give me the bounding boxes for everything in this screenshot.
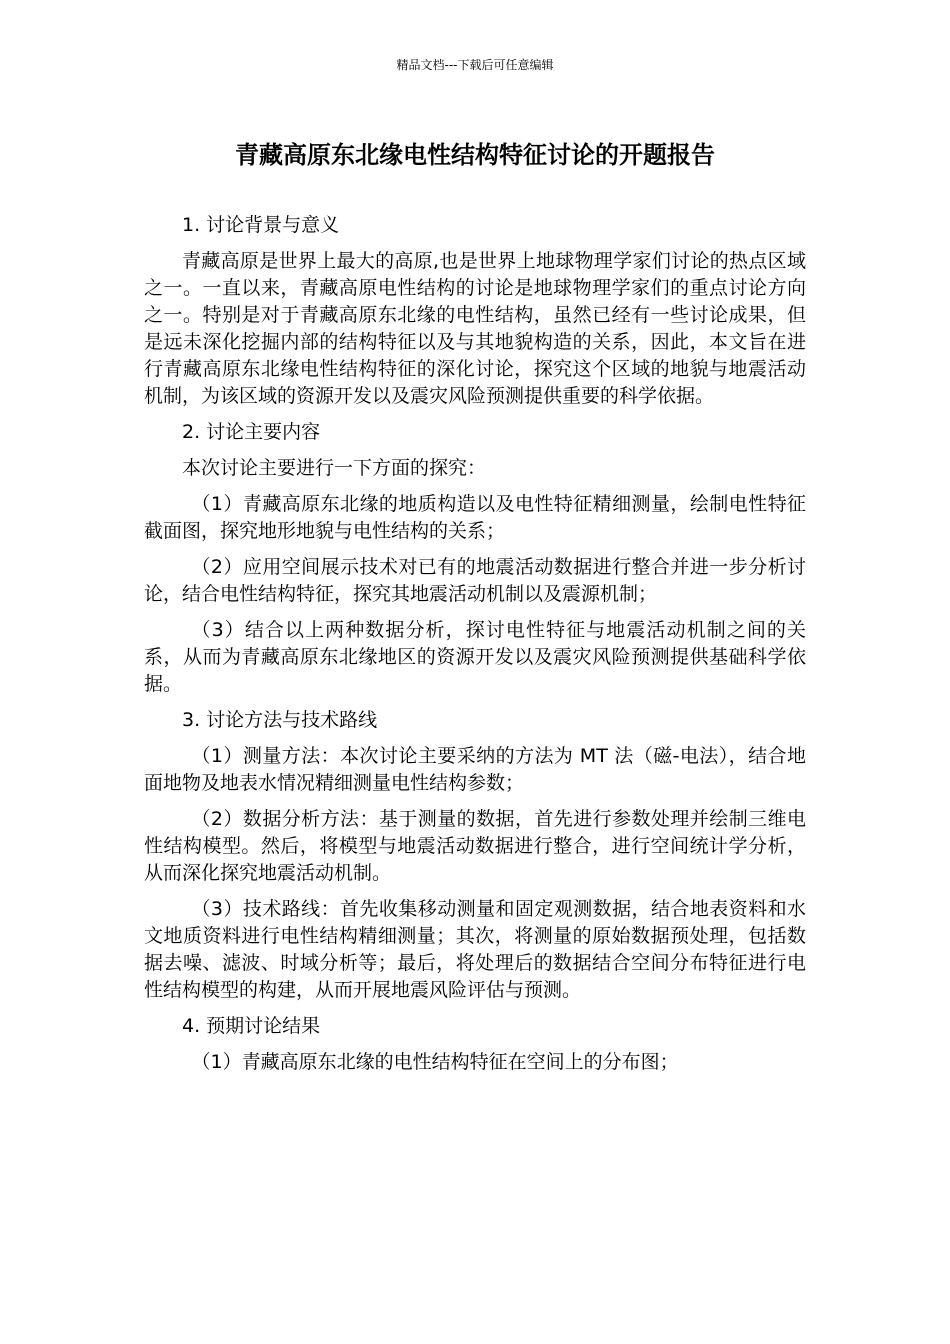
section-heading-main-content: 2. 讨论主要内容	[182, 421, 321, 443]
expected-results-item-1: （1）青藏高原东北缘的电性结构特征在空间上的分布图；	[191, 1051, 679, 1073]
section-heading-background: 1. 讨论背景与意义	[182, 214, 340, 236]
main-content-intro: 本次讨论主要进行一下方面的探究：	[182, 457, 487, 479]
main-content-item-1: （1）青藏高原东北缘的地质构造以及电性特征精细测量，绘制电性特征截面图，探究地形地貌与电性结构的关系；	[144, 493, 806, 542]
document-title: 青藏高原东北缘电性结构特征讨论的开题报告	[235, 141, 715, 169]
methods-item-1: （1）测量方法：本次讨论主要采纳的方法为 MT 法（磁-电法），结合地面地物及地表水情况精细测量电性结构参数；	[144, 745, 806, 794]
main-content-item-3: （3）结合以上两种数据分析，探讨电性特征与地震活动机制之间的关系，从而为青藏高原东北缘地区的资源开发以及震灾风险预测提供基础科学依据。	[144, 619, 806, 695]
methods-item-3: （3）技术路线：首先收集移动测量和固定观测数据，结合地表资料和水文地质资料进行电性结构精细测量；其次，将测量的原始数据预处理，包括数据去噪、滤波、时域分析等；最后，将处理后的数据结合空间分布特征进行电性结构模型的构建，从而开展地震风险评估与预测。	[144, 898, 806, 1001]
main-content-item-2: （2）应用空间展示技术对已有的地震活动数据进行整合并进一步分析讨论，结合电性结构特征，探究其地震活动机制以及震源机制；	[144, 556, 806, 605]
section-heading-expected-results: 4. 预期讨论结果	[182, 1015, 321, 1037]
section-heading-methods: 3. 讨论方法与技术路线	[182, 709, 378, 731]
document-body	[144, 212, 806, 1085]
background-paragraph: 青藏高原是世界上最大的高原,也是世界上地球物理学家们讨论的热点区域之一。一直以来，青藏高原电性结构的讨论是地球物理学家们的重点讨论方向之一。特别是对于青藏高原东北缘的电性结构，虽然已经有一些讨论成果，但是远未深化挖掘内部的结构特征以及与其地貌构造的关系，因此，本文旨在进行青藏高原东北缘电性结构特征的深化讨论，探究这个区域的地貌与地震活动机制，为该区域的资源开发以及震灾风险预测提供重要的科学依据。	[144, 250, 806, 407]
page-header: 精品文档---下载后可任意编辑	[396, 58, 554, 72]
methods-item-2: （2）数据分析方法：基于测量的数据，首先进行参数处理并绘制三维电性结构模型。然后，将模型与地震活动数据进行整合，进行空间统计学分析，从而深化探究地震活动机制。	[144, 808, 806, 884]
